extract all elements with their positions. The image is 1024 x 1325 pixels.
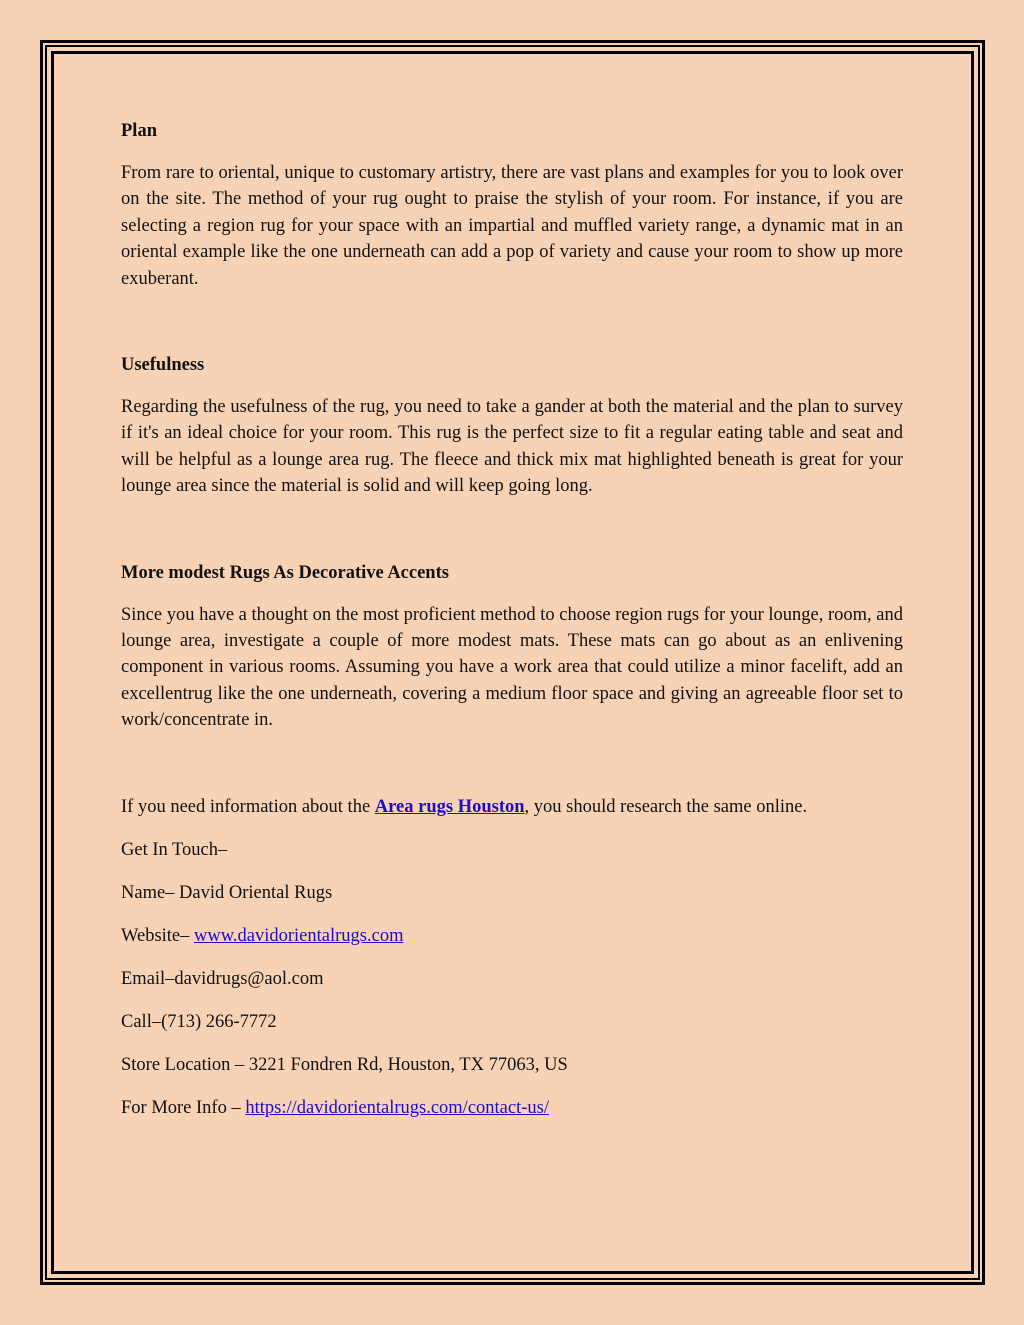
website-label: Website– — [121, 925, 195, 946]
section-body-usefulness: Regarding the usefulness of the rug, you need to take a gander at both the material and the plan to survey if it's an ideal choice for your room. This rug is the perfect size to fit a regular eating table and seat and will be helpful as a lounge area rug. The fleece and thick mix mat highlighted beneath is great for your lounge area since the material is solid and will keep going long. — [121, 397, 903, 497]
section-body-decorative-accents: Since you have a thought on the most proficient method to choose region rugs for your lounge, room, and lounge area, investigate a couple of more modest mats. These mats can go about as an enlivening component in various rooms. Assuming you have a work area that could utilize a minor facelift, add an excellentrug like the one underneath, covering a medium floor space and giving an agreeable floor set to work/concentrate in. — [121, 604, 903, 731]
more-info-label: For More Info – — [121, 1097, 246, 1118]
info-intro-after: , you should research the same online. — [524, 796, 808, 817]
contact-us-link[interactable]: https://davidorientalrugs.com/contact-us/ — [245, 1097, 549, 1118]
website-link[interactable]: www.davidorientalrugs.com — [194, 925, 404, 946]
contact-call: Call–(713) 266-7772 — [121, 1011, 277, 1032]
section-heading-plan: Plan — [121, 121, 157, 141]
area-rugs-houston-link[interactable]: Area rugs Houston — [374, 796, 525, 817]
section-body-plan: From rare to oriental, unique to customary artistry, there are vast plans and examples for you to look over on the site. The method of your rug ought to praise the stylish of your room. For instance, if you are selecting a region rug for your space with an impartial and muffled variety range, a dynamic mat in an oriental example like the one underneath can add a pop of variety and cause your room to show up more exuberant. — [121, 163, 903, 289]
section-heading-decorative-accents: More modest Rugs As Decorative Accents — [121, 562, 449, 583]
contact-website — [121, 923, 903, 949]
section-heading-usefulness: Usefulness — [121, 355, 205, 376]
info-intro-before: If you need information about the — [121, 796, 375, 817]
info-intro — [121, 794, 903, 820]
get-in-touch: Get In Touch– — [121, 839, 228, 860]
store-location: Store Location – 3221 Fondren Rd, Houston, TX 77063, US — [121, 1054, 568, 1075]
document-content — [121, 118, 903, 1138]
more-info — [121, 1095, 903, 1121]
contact-name: Name– David Oriental Rugs — [121, 882, 333, 903]
contact-email: Email–davidrugs@aol.com — [121, 968, 324, 989]
